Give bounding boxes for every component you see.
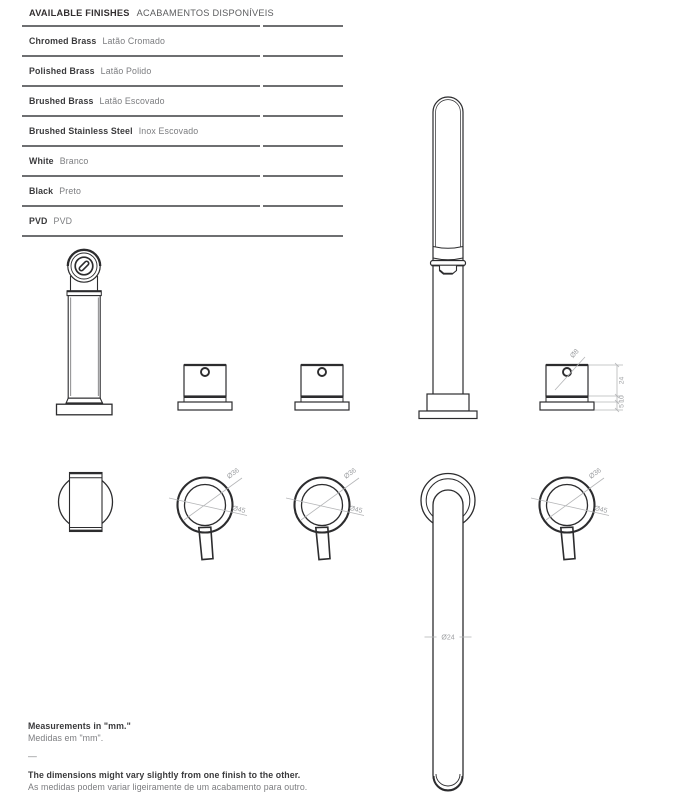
footnotes bbox=[28, 720, 307, 793]
dim-label-spout-diameter: Ø24 bbox=[441, 634, 455, 642]
finish-name-en: Brushed Brass bbox=[29, 96, 94, 106]
handspray-side-view bbox=[57, 250, 113, 415]
handle-top-view-3 bbox=[531, 467, 609, 559]
footnote-variation-en: The dimensions might vary slightly from one finish to the other. bbox=[28, 770, 301, 780]
footnote-divider: — bbox=[28, 751, 37, 761]
finish-name-en: Brushed Stainless Steel bbox=[29, 126, 133, 136]
footnote-variation-pt: As medidas podem variar ligeiramente de um acabamento para outro. bbox=[28, 782, 308, 792]
technical-drawings: Ø45 Ø8 24 10 5 Ø24 bbox=[0, 0, 696, 800]
dim-label-handle-height: 24 bbox=[618, 376, 626, 385]
page-title-pt: ACABAMENTOS DISPONÍVEIS bbox=[136, 8, 274, 18]
finish-name-pt: Preto bbox=[59, 186, 82, 196]
finish-name-pt: Inox Escovado bbox=[138, 126, 199, 136]
dim-label-base-height: 5 bbox=[618, 404, 626, 408]
finish-name-pt: Latão Polido bbox=[100, 66, 152, 76]
handle-side-view-2 bbox=[295, 365, 349, 410]
finish-name-en: PVD bbox=[29, 216, 48, 226]
finish-name-en: White bbox=[29, 156, 54, 166]
finish-name-en: Polished Brass bbox=[29, 66, 95, 76]
handle-top-view-1 bbox=[169, 467, 247, 559]
finish-name-pt: PVD bbox=[53, 216, 73, 226]
finish-name-pt: Latão Cromado bbox=[102, 36, 166, 46]
finish-name-pt: Branco bbox=[59, 156, 89, 166]
finish-name-pt: Latão Escovado bbox=[99, 96, 165, 106]
footnote-measurements-pt: Medidas em "mm". bbox=[28, 733, 104, 743]
dim-label-collar-height: 10 bbox=[618, 395, 626, 403]
finish-name-en: Chromed Brass bbox=[29, 36, 97, 46]
handle-side-view-dimensioned bbox=[540, 348, 626, 412]
spout-side-view bbox=[419, 97, 477, 419]
handle-top-view-2 bbox=[286, 467, 364, 559]
handspray-top-view bbox=[59, 473, 113, 532]
dim-label-dot-diameter: Ø8 bbox=[569, 348, 581, 360]
finish-name-en: Black bbox=[29, 186, 54, 196]
footnote-measurements-en: Measurements in "mm." bbox=[28, 721, 131, 731]
page-title-en: AVAILABLE FINISHES bbox=[29, 8, 130, 18]
spout-top-view bbox=[421, 474, 475, 791]
handle-side-view-1 bbox=[178, 365, 232, 410]
